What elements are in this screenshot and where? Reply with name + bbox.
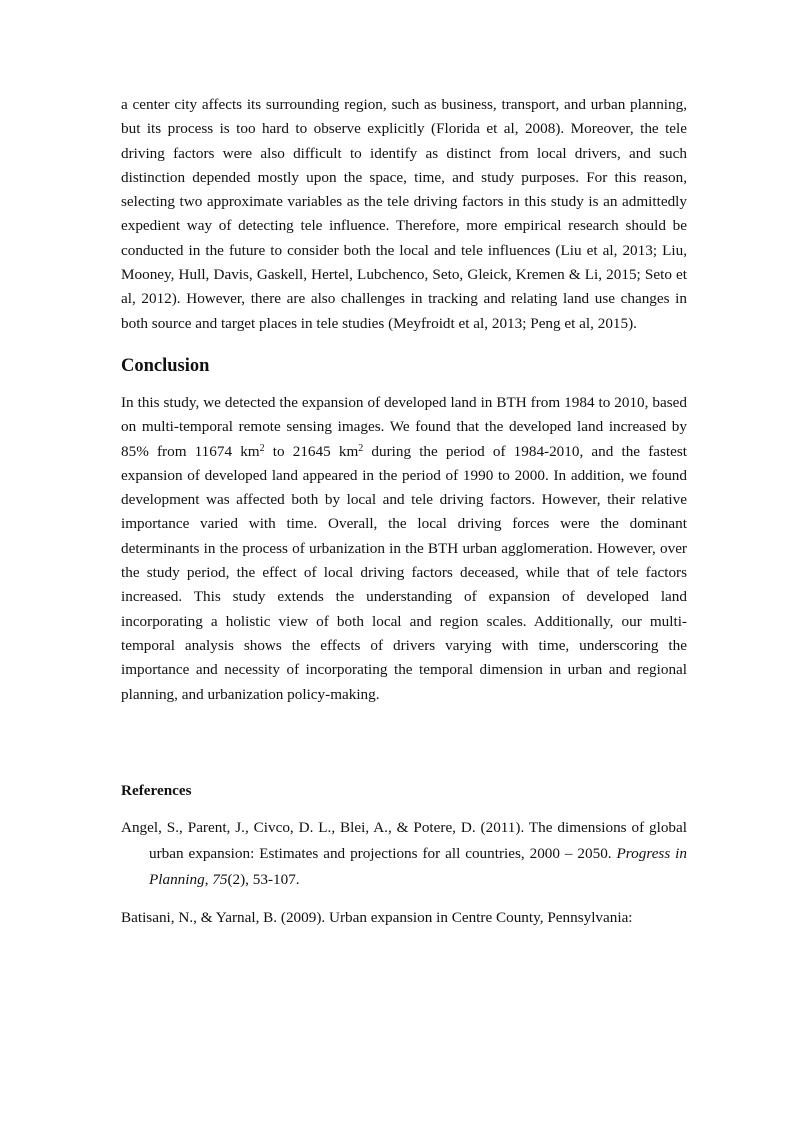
- paper-page: [121, 93, 687, 943]
- reference-journal: Progress in Planning: [149, 844, 687, 888]
- intro-paragraph: a center city affects its surrounding region, such as business, transport, and urban planning, but its process is too hard to observe explicitly (Florida et al, 2008). Moreover, the tele driving factors were also difficult to identify as distinct from local drivers, and such distinction depended mostly upon the space, time, and study purposes. For this reason, selecting two approximate variables as the tele driving factors in this study is an admittedly expedient way of detecting tele influence. Therefore, more empirical research should be conducted in the future to consider both the local and tele influences (Liu et al, 2013; Liu, Mooney, Hull, Davis, Gaskell, Hertel, Lubchenco, Seto, Gleick, Kremen & Li, 2015; Seto et al, 2012). However, there are also challenges in tracking and relating land use changes in both source and target places in tele studies (Meyfroidt et al, 2013; Peng et al, 2015).: [121, 96, 687, 332]
- reference-text: Angel, S., Parent, J., Civco, D. L., Blei, A., & Potere, D. (2011). The dimensions of global urban expansion: Estimates and projections for all countries, 2000 – 2050.: [121, 818, 687, 862]
- reference-text: Batisani, N., & Yarnal, B. (2009). Urban expansion in Centre County, Pennsylvania:: [121, 908, 633, 926]
- reference-volume: 75: [212, 870, 228, 888]
- reference-entry: [121, 815, 687, 893]
- conclusion-text-part: to 21645 km: [264, 442, 359, 460]
- reference-entry: [121, 905, 687, 931]
- superscript: 2: [259, 442, 265, 454]
- reference-separator: ,: [204, 870, 213, 888]
- conclusion-paragraph: [121, 391, 687, 707]
- superscript: 2: [358, 442, 364, 454]
- reference-pages: (2), 53-107.: [227, 870, 300, 888]
- references-heading: References: [121, 781, 192, 799]
- conclusion-text-part: during the period of 1984-2010, and the fastest expansion of developed land appeared in the period of 1990 to 2000. In addition, we found development was affected both by local and tele driving factors. However, their relative importance varied with time. Overall, the local driving forces were the dominant determinants in the process of urbanization in the BTH urban agglomeration. However, over the study period, the effect of local driving factors deceased, while that of tele factors increased. This study extends the understanding of expansion of developed land incorporating a holistic view of both local and region scales. Additionally, our multi-temporal analysis shows the effects of drivers varying with time, underscoring the importance and necessity of incorporating the temporal dimension in urban and regional planning, and urbanization policy-making.: [121, 442, 687, 703]
- conclusion-text-part: In this study, we detected the expansion of developed land in BTH from 1984 to 2010, based on multi-temporal remote sensing images. We found that the developed land increased by 85% from 11674 km: [121, 393, 687, 460]
- conclusion-heading: Conclusion: [121, 355, 210, 376]
